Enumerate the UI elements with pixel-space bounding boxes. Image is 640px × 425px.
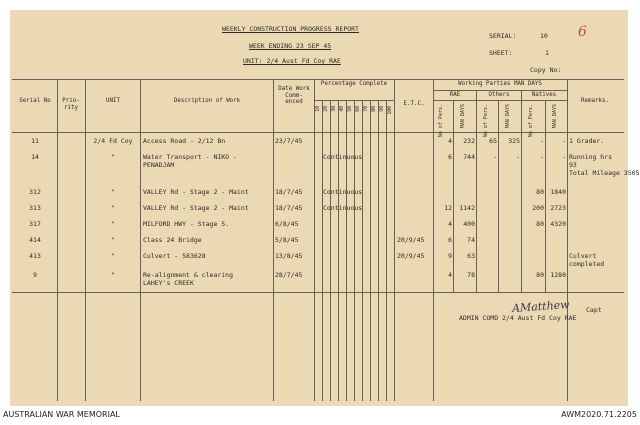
- row-etc: 20/9/45: [397, 252, 425, 260]
- row-etc: 20/9/45: [397, 236, 425, 244]
- row-natives-mandays: -: [562, 153, 566, 161]
- row-description: Re-alignment & clearing: [143, 271, 234, 279]
- row-natives-mandays: 1840: [550, 188, 566, 196]
- row-others-mandays: -: [516, 153, 520, 161]
- row-description: Culvert - 583628: [143, 252, 206, 260]
- row-natives-pers: 80: [536, 220, 544, 228]
- row-natives-mandays: 2723: [550, 204, 566, 212]
- row-rae-pers: 9: [448, 252, 452, 260]
- row-natives-mandays: -: [562, 137, 566, 145]
- row-natives-pers: -: [540, 153, 544, 161]
- archive-reference: AWM2020.71.2205: [561, 410, 637, 419]
- row-natives-pers: 80: [536, 188, 544, 196]
- percentage-tick: 50: [348, 106, 353, 112]
- row-serial: 413: [29, 252, 41, 260]
- row-description-cont: PENADJAM: [143, 161, 175, 169]
- percentage-tick: 80: [372, 106, 377, 112]
- signature-rank: Capt: [586, 306, 602, 314]
- row-unit: ": [111, 252, 115, 260]
- row-unit: 2/4 Fd Coy: [93, 137, 133, 145]
- row-others-mandays: 325: [508, 137, 520, 145]
- percentage-tick: 100: [388, 106, 393, 115]
- row-natives-pers: -: [540, 137, 544, 145]
- col-date: Date Work Comm- enced: [278, 86, 310, 106]
- row-rae-mandays: 1142: [459, 204, 475, 212]
- row-unit: ": [111, 220, 115, 228]
- row-serial: 11: [31, 137, 39, 145]
- rae-mandays-header: MAN DAYS: [460, 104, 466, 129]
- row-remarks: 1 Grader.: [569, 137, 605, 145]
- row-rae-pers: 4: [448, 137, 452, 145]
- copy-label: Copy No:: [530, 66, 562, 74]
- row-rae-pers: 4: [448, 220, 452, 228]
- row-rae-mandays: 744: [463, 153, 475, 161]
- row-date: 13/8/45: [275, 252, 303, 260]
- row-remarks-cont: 93: [569, 161, 577, 169]
- row-natives-pers: 80: [536, 271, 544, 279]
- row-date: 28/7/45: [275, 271, 303, 279]
- col-others: Others: [488, 92, 510, 98]
- col-unit: UNIT: [106, 98, 120, 104]
- percentage-tick: 70: [364, 106, 369, 112]
- col-description: Description of Work: [173, 98, 241, 104]
- row-description: VALLEY Rd - Stage 2 - Maint: [143, 188, 249, 196]
- percentage-tick: 20: [324, 106, 329, 112]
- percentage-tick: 60: [356, 106, 361, 112]
- col-natives: Natives: [531, 92, 557, 98]
- others-mandays-header: MAN DAYS: [505, 104, 511, 129]
- percentage-tick: 90: [380, 106, 385, 112]
- serial-value: 10: [540, 32, 548, 40]
- row-remarks: Running hrs: [569, 153, 613, 161]
- row-percentage: Continuous: [323, 188, 363, 196]
- row-description: VALLEY Rd - Stage 2 - Maint: [143, 204, 249, 212]
- row-unit: ": [111, 188, 115, 196]
- signature-title: ADMIN COMD 2/4 Aust Fd Coy RAE: [459, 314, 577, 322]
- serial-label: SERIAL:: [489, 32, 517, 40]
- row-remarks-cont: completed: [569, 260, 605, 268]
- row-description: Access Road - 2/12 Bn: [143, 137, 226, 145]
- row-description: Class 24 Bridge: [143, 236, 202, 244]
- row-natives-pers: 200: [532, 204, 544, 212]
- percentage-tick: 30: [332, 106, 337, 112]
- percentage-tick: 40: [340, 106, 345, 112]
- row-rae-mandays: 232: [463, 137, 475, 145]
- row-natives-mandays: 1280: [550, 271, 566, 279]
- row-unit: ": [111, 153, 115, 161]
- row-unit: ": [111, 271, 115, 279]
- row-date: 5/8/45: [275, 236, 299, 244]
- row-serial: 9: [33, 271, 37, 279]
- row-rae-pers: 6: [448, 153, 452, 161]
- row-remarks: Culvert: [569, 252, 597, 260]
- handwritten-signature: AMatthew: [511, 298, 571, 315]
- row-description-cont: LAHEY's CREEK: [143, 279, 194, 287]
- row-date: 18/7/45: [275, 188, 303, 196]
- report-title: WEEKLY CONSTRUCTION PROGRESS REPORT: [222, 25, 359, 33]
- col-percentage: Percentage Complete: [320, 81, 388, 87]
- archive-name: AUSTRALIAN WAR MEMORIAL: [3, 410, 120, 419]
- row-description: Water Transport - NIKO -: [143, 153, 237, 161]
- row-unit: ": [111, 204, 115, 212]
- col-serial: Serial No: [19, 98, 51, 104]
- sheet-value: 1: [545, 49, 549, 57]
- row-rae-mandays: 63: [467, 252, 475, 260]
- sheet-label: SHEET:: [489, 49, 513, 57]
- row-unit: ": [111, 236, 115, 244]
- col-rae: RAE: [449, 92, 461, 98]
- natives-pers-header: No of Pers.: [528, 104, 534, 138]
- row-rae-pers: 6: [448, 236, 452, 244]
- week-ending: WEEK ENDING 23 SEP 45: [249, 42, 332, 50]
- row-date: 6/8/45: [275, 220, 299, 228]
- row-rae-mandays: 400: [463, 220, 475, 228]
- percentage-tick: 10: [316, 106, 321, 112]
- row-rae-mandays: 74: [467, 236, 475, 244]
- row-rae-mandays: 78: [467, 271, 475, 279]
- others-pers-header: No of Pers.: [483, 104, 489, 138]
- col-working-parties: Working Parties MAN DAYS: [458, 81, 542, 87]
- row-date: 23/7/45: [275, 137, 303, 145]
- row-others-pers: 65: [489, 137, 497, 145]
- row-description: MILFORD HWY - Stage 5.: [143, 220, 230, 228]
- row-percentage: Continuous: [323, 204, 363, 212]
- unit-heading: UNIT: 2/4 Aust Fd Coy RAE: [243, 57, 341, 65]
- row-date: 18/7/45: [275, 204, 303, 212]
- natives-mandays-header: MAN DAYS: [552, 104, 558, 129]
- row-rae-pers: 12: [444, 204, 452, 212]
- col-priority: Prio- rity: [62, 98, 80, 111]
- row-serial: 317: [29, 220, 41, 228]
- rae-pers-header: No of Pers.: [438, 104, 444, 138]
- row-remarks-cont2: Total Mileage 3505: [569, 169, 640, 177]
- row-serial: 414: [29, 236, 41, 244]
- row-serial: 14: [31, 153, 39, 161]
- col-remarks: Remarks.: [581, 98, 609, 104]
- row-natives-mandays: 4320: [550, 220, 566, 228]
- col-etc: E.T.C.: [403, 101, 425, 107]
- row-serial: 312: [29, 188, 41, 196]
- row-rae-pers: 4: [448, 271, 452, 279]
- row-others-pers: -: [493, 153, 497, 161]
- row-percentage: Continuous: [323, 153, 363, 161]
- handwritten-red-mark: 6: [578, 24, 587, 40]
- row-serial: 313: [29, 204, 41, 212]
